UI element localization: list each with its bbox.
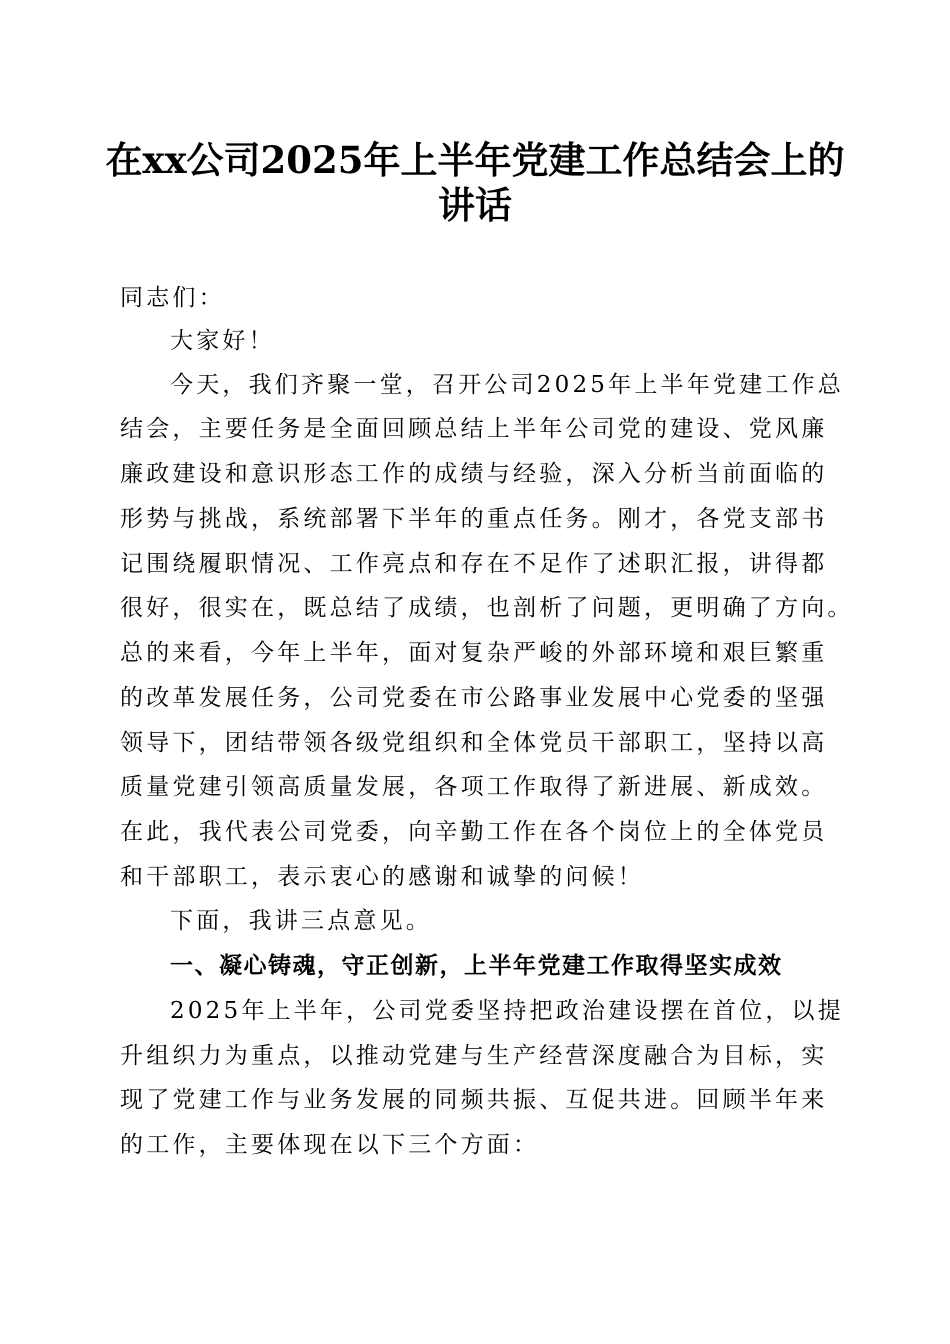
- paragraph-line: 下面，我讲三点意见。: [170, 908, 432, 934]
- paragraph-line: 现了党建工作与业务发展的同频共振、互促共进。回顾半年来: [120, 1087, 828, 1113]
- paragraph-line: 的改革发展任务，公司党委在市公路事业发展中心党委的坚强: [120, 685, 828, 711]
- paragraph-line: 升组织力为重点，以推动党建与生产经营深度融合为目标，实: [120, 1043, 828, 1069]
- paragraph-line: 和干部职工，表示衷心的感谢和诚挚的问候！: [120, 864, 644, 890]
- paragraph-line: 很好，很实在，既总结了成绩，也剖析了问题，更明确了方向。: [120, 595, 854, 621]
- paragraph-line: 廉政建设和意识形态工作的成绩与经验，深入分析当前面临的: [120, 461, 828, 487]
- section-heading: 一、凝心铸魂，守正创新，上半年党建工作取得坚实成效: [170, 953, 783, 979]
- paragraph-line: 形势与挑战，系统部署下半年的重点任务。刚才，各党支部书: [120, 506, 828, 532]
- paragraph-line: 今天，我们齐聚一堂，召开公司2025年上半年党建工作总: [170, 372, 844, 398]
- greeting: 大家好！: [170, 328, 275, 354]
- paragraph-line: 结会，主要任务是全面回顾总结上半年公司党的建设、党风廉: [120, 416, 828, 442]
- salutation: 同志们：: [120, 285, 225, 311]
- paragraph-line: 的工作，主要体现在以下三个方面：: [120, 1132, 540, 1158]
- paragraph-line: 总的来看，今年上半年，面对复杂严峻的外部环境和艰巨繁重: [120, 640, 828, 666]
- paragraph-line: 2025年上半年，公司党委坚持把政治建设摆在首位，以提: [170, 998, 844, 1024]
- document-title-line-2: 讲话: [438, 183, 512, 227]
- document-title-line-1: 在xx公司2025年上半年党建工作总结会上的: [105, 138, 845, 182]
- paragraph-line: 记围绕履职情况、工作亮点和存在不足作了述职汇报，讲得都: [120, 551, 828, 577]
- paragraph-line: 领导下，团结带领各级党组织和全体党员干部职工，坚持以高: [120, 730, 828, 756]
- paragraph-line: 在此，我代表公司党委，向辛勤工作在各个岗位上的全体党员: [120, 819, 828, 845]
- paragraph-line: 质量党建引领高质量发展，各项工作取得了新进展、新成效。: [120, 774, 828, 800]
